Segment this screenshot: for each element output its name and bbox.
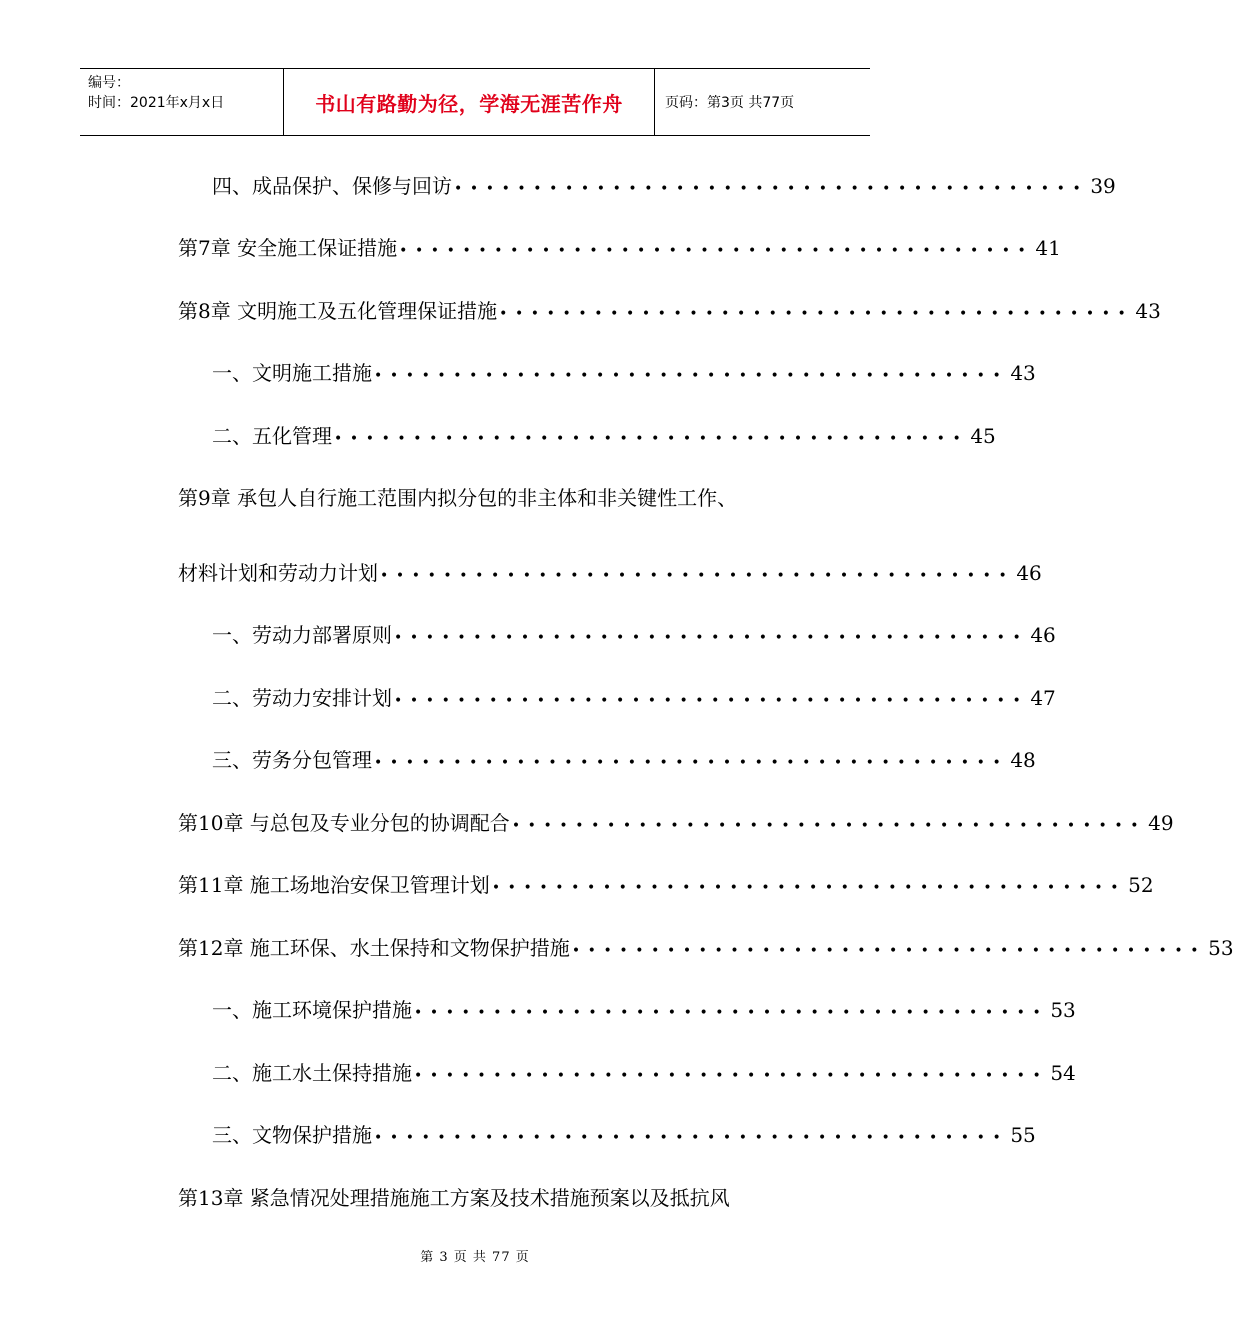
toc-entry-page: 53 [1050,998,1076,1022]
toc-entry-label: 第11章 施工场地治安保卫管理计划 [178,873,490,897]
toc-entry[interactable] [212,619,1056,649]
toc-entry-page: 49 [1148,811,1174,835]
toc-entry[interactable] [178,932,1234,962]
toc-entry-label: 第10章 与总包及专业分包的协调配合 [178,811,510,835]
toc-leader-dots: •••••••••••••••••••••••••••••••••••••••• [491,880,1127,896]
toc-leader-dots: •••••••••••••••••••••••••••••••••••••••• [454,181,1089,197]
toc-leader-dots: •••••••••••••••••••••••••••••••••••••••• [394,693,1029,709]
toc-entry-label: 一、文明施工措施 [212,361,372,385]
toc-entry[interactable] [212,744,1036,774]
toc-entry-page: 41 [1035,236,1061,260]
toc-entry-page: 43 [1135,299,1161,323]
toc-entry[interactable] [212,1057,1076,1087]
toc-entry[interactable] [212,170,1116,200]
toc-leader-dots: •••••••••••••••••••••••••••••••••••••••• [571,943,1207,959]
toc-entry-continued-line[interactable]: 第13章 紧急情况处理措施施工方案及技术措施预案以及抵抗风 [178,1186,730,1210]
toc-entry-label: 材料计划和劳动力计划 [178,561,378,585]
toc-entry[interactable] [212,420,996,450]
toc-leader-dots: •••••••••••••••••••••••••••••••••••••••• [511,818,1147,834]
toc-entry[interactable] [178,807,1174,837]
number-label: 编号： [88,75,130,91]
toc-leader-dots: •••••••••••••••••••••••••••••••••••••••• [380,568,1015,584]
toc-leader-dots: •••••••••••••••••••••••••••••••••••••••• [374,368,1009,384]
toc-entry-page: 54 [1050,1061,1076,1085]
toc-entry-page: 45 [970,424,996,448]
page-footer: 第 3 页 共 77 页 [420,1250,530,1265]
toc-entry-label: 第7章 安全施工保证措施 [178,236,398,260]
toc-entry-label: 一、劳动力部署原则 [212,623,392,647]
toc-entry-page: 55 [1010,1123,1036,1147]
toc-leader-dots: •••••••••••••••••••••••••••••••••••••••• [499,306,1134,322]
toc-entry[interactable] [178,869,1154,899]
toc-leader-dots: •••••••••••••••••••••••••••••••••••••••• [394,630,1029,646]
toc-entry-page: 48 [1010,748,1036,772]
toc-entry-label: 二、施工水土保持措施 [212,1061,412,1085]
toc-entry-label: 二、劳动力安排计划 [212,686,392,710]
toc-entry[interactable] [178,295,1161,325]
toc-entry-label: 二、五化管理 [212,424,332,448]
toc-entry[interactable] [212,1119,1036,1149]
toc-entry[interactable] [212,357,1036,387]
toc-entry-label: 四、成品保护、保修与回访 [212,174,452,198]
toc-leader-dots: •••••••••••••••••••••••••••••••••••••••• [374,1130,1009,1146]
toc-entry-page: 46 [1016,561,1042,585]
toc-entry-page: 47 [1030,686,1056,710]
toc-entry-page: 43 [1010,361,1036,385]
toc-entry-label: 三、劳务分包管理 [212,748,372,772]
toc-entry-continued-line[interactable]: 第9章 承包人自行施工范围内拟分包的非主体和非关键性工作、 [178,486,738,510]
toc-leader-dots: •••••••••••••••••••••••••••••••••••••••• [374,755,1009,771]
time-label: 时间：2021年x月x日 [88,95,225,111]
toc-entry-label: 第8章 文明施工及五化管理保证措施 [178,299,498,323]
toc-leader-dots: •••••••••••••••••••••••••••••••••••••••• [334,431,969,447]
toc-leader-dots: •••••••••••••••••••••••••••••••••••••••• [414,1005,1049,1021]
toc-leader-dots: •••••••••••••••••••••••••••••••••••••••• [399,243,1034,259]
toc-entry-page: 46 [1030,623,1056,647]
toc-entry-label: 第12章 施工环保、水土保持和文物保护措施 [178,936,570,960]
toc-entry[interactable] [212,994,1076,1024]
toc-entry-page: 39 [1090,174,1116,198]
toc-entry-page: 53 [1208,936,1234,960]
motto-text: 书山有路勤为径，学海无涯苦作舟 [315,91,623,116]
toc-entry-page: 52 [1128,873,1154,897]
toc-entry-label: 三、文物保护措施 [212,1123,372,1147]
toc-entry[interactable] [178,232,1061,262]
page-info-text: 页码：第3页 共77页 [665,95,795,111]
toc-entry[interactable] [178,557,1042,587]
toc-leader-dots: •••••••••••••••••••••••••••••••••••••••• [414,1068,1049,1084]
toc-entry[interactable] [212,682,1056,712]
toc-entry-label: 一、施工环境保护措施 [212,998,412,1022]
